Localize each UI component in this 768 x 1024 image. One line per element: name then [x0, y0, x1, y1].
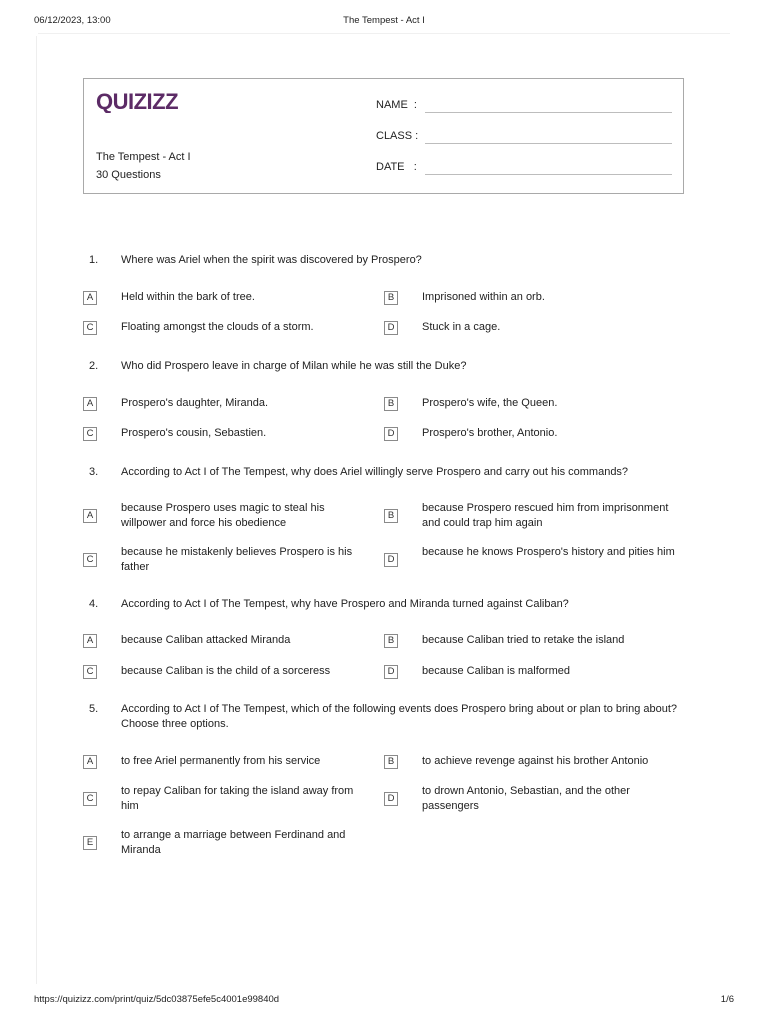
option-text: Prospero's daughter, Miranda.: [121, 397, 269, 409]
option-text: because he mistakenly believes Prospero is his father: [121, 546, 353, 573]
option-text: Imprisoned within an orb.: [422, 291, 545, 303]
option-letter-box: C: [83, 427, 97, 441]
question-2-text: Who did Prospero leave in charge of Milan while he was still the Duke?: [121, 360, 467, 372]
name-line: [425, 112, 672, 113]
option-letter-box: B: [384, 397, 398, 411]
date-label: DATE :: [376, 161, 417, 173]
page-number: 1/6: [720, 994, 734, 1005]
page-url: https://quizizz.com/print/quiz/5dc03875efe5c4001e99840d: [34, 994, 280, 1005]
option-letter-box: A: [83, 509, 97, 523]
option-text: Held within the bark of tree.: [121, 291, 255, 303]
print-footer: [34, 994, 734, 1008]
quiz-title: The Tempest - Act I: [96, 151, 191, 163]
question-4-number: 4.: [89, 598, 99, 610]
class-field: [376, 130, 424, 142]
question-5-text: According to Act I of The Tempest, which of the following events does Prospero bring about or plan to bring about? Choose three options.: [121, 703, 678, 730]
option-text: because he knows Prospero's history and pities him: [422, 546, 675, 558]
print-header: [34, 15, 734, 29]
option-letter-box: B: [384, 291, 398, 305]
class-line: [425, 143, 672, 144]
option-letter-box: C: [83, 792, 97, 806]
option-letter-box: D: [384, 427, 398, 441]
option-text: to arrange a marriage between Ferdinand and Miranda: [121, 829, 346, 856]
option-letter-box: C: [83, 553, 97, 567]
print-date: 06/12/2023, 13:00: [34, 15, 111, 26]
option-letter-box: C: [83, 665, 97, 679]
top-divider: [38, 33, 730, 34]
option-letter-box: A: [83, 397, 97, 411]
option-text: to free Ariel permanently from his service: [121, 755, 321, 767]
option-text: Prospero's cousin, Sebastien.: [121, 427, 267, 439]
question-2-number: 2.: [89, 360, 99, 372]
option-text: because Prospero rescued him from imprisonment and could trap him again: [422, 502, 669, 529]
option-letter-box: A: [83, 291, 97, 305]
quiz-header-box: [83, 78, 684, 194]
option-letter-box: B: [384, 755, 398, 769]
option-letter-box: C: [83, 321, 97, 335]
option-letter-box: E: [83, 836, 97, 850]
option-text: because Caliban tried to retake the island: [422, 634, 625, 646]
option-text: because Prospero uses magic to steal his willpower and force his obedience: [121, 502, 325, 529]
option-letter-box: B: [384, 509, 398, 523]
quizizz-logo: [96, 89, 184, 113]
question-4-text: According to Act I of The Tempest, why have Prospero and Miranda turned against Caliban?: [121, 598, 569, 610]
name-field: [376, 99, 424, 111]
option-letter-box: D: [384, 321, 398, 335]
option-text: Prospero's brother, Antonio.: [422, 427, 558, 439]
question-count: 30 Questions: [96, 169, 161, 181]
option-text: because Caliban attacked Miranda: [121, 634, 291, 646]
option-text: to repay Caliban for taking the island away from him: [121, 785, 354, 812]
date-line: [425, 174, 672, 175]
option-text: Floating amongst the clouds of a storm.: [121, 321, 314, 333]
question-3-number: 3.: [89, 466, 99, 478]
print-title: The Tempest - Act I: [343, 15, 425, 26]
option-letter-box: D: [384, 792, 398, 806]
date-field: [376, 161, 424, 173]
option-letter-box: D: [384, 665, 398, 679]
question-3-text: According to Act I of The Tempest, why does Ariel willingly serve Prospero and carry out his commands?: [121, 466, 629, 478]
logo-text: QUIZIZZ: [96, 89, 179, 113]
question-5-number: 5.: [89, 703, 99, 715]
option-text: to achieve revenge against his brother Antonio: [422, 755, 649, 767]
option-text: because Caliban is the child of a sorceress: [121, 665, 331, 677]
question-1-text: Where was Ariel when the spirit was discovered by Prospero?: [121, 254, 422, 266]
question-1-number: 1.: [89, 254, 99, 266]
class-label: CLASS :: [376, 130, 419, 142]
option-letter-box: B: [384, 634, 398, 648]
option-text: to drown Antonio, Sebastian, and the other passengers: [422, 785, 630, 812]
option-letter-box: D: [384, 553, 398, 567]
option-text: because Caliban is malformed: [422, 665, 570, 677]
option-letter-box: A: [83, 755, 97, 769]
option-text: Prospero's wife, the Queen.: [422, 397, 558, 409]
option-text: Stuck in a cage.: [422, 321, 501, 333]
left-margin-line: [36, 36, 37, 984]
option-letter-box: A: [83, 634, 97, 648]
name-label: NAME :: [376, 99, 417, 111]
